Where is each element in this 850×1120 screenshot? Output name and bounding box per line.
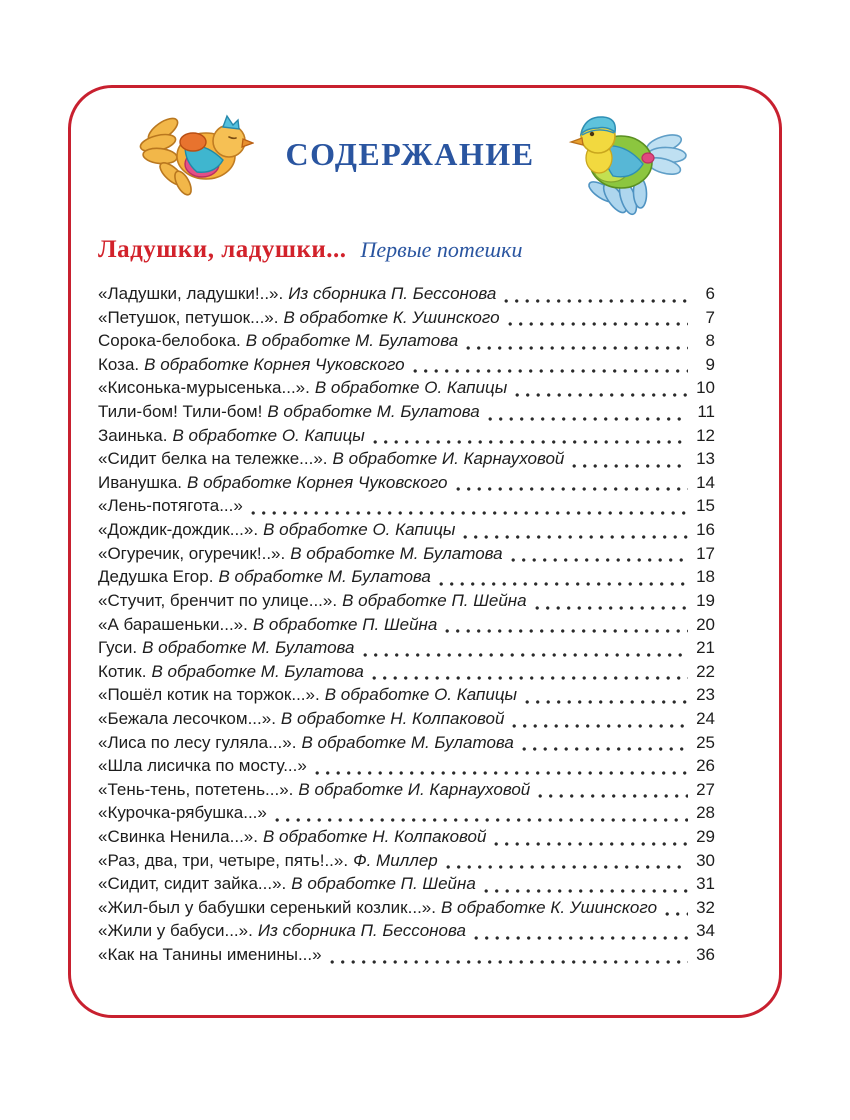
toc-entry-page: 30 — [696, 850, 715, 870]
toc-entry-credit: В обработке М. Булатова — [290, 543, 503, 563]
toc-entry-title: «Свинка Ненила...». — [98, 827, 258, 847]
toc-dot-leader — [466, 345, 688, 351]
toc-entry — [98, 638, 715, 662]
toc-entry-title: «Ладушки, ладушки!..». — [98, 284, 284, 303]
toc-list — [98, 284, 715, 969]
toc-entry-credit: В обработке М. Булатова — [151, 661, 364, 681]
toc-entry-page: 18 — [696, 567, 715, 587]
toc-entry — [98, 473, 715, 497]
toc-entry-title: «Лиса по лесу гуляла...». — [98, 732, 297, 752]
toc-entry-credit: В обработке П. Шейна — [342, 590, 527, 610]
header — [71, 88, 779, 238]
toc-entry-credit: В обработке М. Булатова — [245, 331, 459, 351]
toc-entry-credit: Ф. Миллер — [353, 850, 438, 870]
toc-entry-title: Гуси. — [98, 638, 138, 658]
toc-entry-title: Иванушка. — [98, 472, 183, 492]
toc-entry-credit: В обработке М. Булатова — [301, 732, 514, 752]
toc-entry-page: 15 — [696, 496, 715, 516]
toc-entry-page: 25 — [696, 732, 715, 752]
toc-entry-page: 27 — [696, 779, 715, 799]
toc-entry-page: 17 — [696, 543, 715, 563]
toc-entry-page: 8 — [705, 331, 715, 351]
toc-entry-title: «Тень-тень, потетень...». — [98, 779, 294, 799]
toc-entry-page: 36 — [696, 945, 715, 965]
toc-entry-credit: Из сборника П. Бессонова — [288, 284, 497, 303]
toc-entry — [98, 355, 715, 379]
toc-entry-credit: В обработке О. Капицы — [172, 425, 365, 445]
toc-dot-leader — [474, 935, 688, 941]
toc-entry — [98, 331, 715, 355]
toc-dot-leader — [463, 534, 688, 540]
toc-entry-page: 26 — [696, 756, 715, 776]
toc-entry-page: 22 — [696, 661, 715, 681]
toc-dot-leader — [504, 298, 688, 304]
toc-entry — [98, 520, 715, 544]
toc-dot-leader — [572, 463, 688, 469]
toc-entry-title: «Сидит белка на тележке...». — [98, 449, 328, 469]
green-blue-bird-icon — [565, 108, 687, 216]
toc-entry-title: «Жил-был у бабушки серенький козлик...». — [98, 897, 436, 917]
toc-entry-page: 12 — [696, 425, 715, 445]
toc-entry-credit: Из сборника П. Бессонова — [257, 921, 466, 941]
toc-dot-leader — [363, 652, 688, 658]
toc-dot-leader — [373, 439, 688, 445]
toc-entry — [98, 685, 715, 709]
toc-entry-title: «Бежала лесочком...». — [98, 708, 276, 728]
toc-dot-leader — [535, 605, 688, 611]
toc-entry-page: 11 — [697, 402, 715, 422]
toc-dot-leader — [511, 557, 688, 563]
toc-entry-title: Тили-бом! Тили-бом! — [98, 402, 263, 422]
toc-dot-leader — [525, 699, 688, 705]
toc-dot-leader — [275, 817, 688, 823]
toc-entry-credit: В обработке И. Карнауховой — [298, 779, 531, 799]
toc-entry-credit: В обработке О. Капицы — [324, 685, 518, 705]
toc-entry-page: 10 — [696, 378, 715, 398]
toc-entry-title: «Стучит, бренчит по улице...». — [98, 590, 338, 610]
toc-entry — [98, 898, 715, 922]
toc-entry — [98, 284, 715, 308]
toc-dot-leader — [488, 416, 688, 422]
toc-entry — [98, 780, 715, 804]
toc-entry-title: «Жили у бабуси...». — [98, 921, 253, 941]
toc-dot-leader — [508, 321, 688, 327]
toc-dot-leader — [315, 770, 688, 776]
toc-entry-page: 29 — [696, 827, 715, 847]
toc-dot-leader — [538, 793, 688, 799]
page-title: СОДЕРЖАНИЕ — [285, 136, 535, 172]
toc-dot-leader — [445, 628, 688, 634]
toc-entry-page: 20 — [696, 614, 715, 634]
toc-dot-leader — [515, 392, 688, 398]
toc-entry-credit: В обработке М. Булатова — [218, 567, 431, 587]
toc-entry-page: 32 — [696, 897, 715, 917]
toc-entry-page: 16 — [696, 520, 715, 540]
toc-dot-leader — [665, 911, 688, 917]
toc-entry — [98, 615, 715, 639]
toc-entry — [98, 945, 715, 969]
toc-entry-title: «Шла лисичка по мосту...» — [98, 756, 307, 776]
toc-entry-page: 21 — [696, 638, 715, 658]
toc-entry — [98, 544, 715, 568]
toc-entry-page: 7 — [705, 307, 715, 327]
toc-entry-credit: В обработке М. Булатова — [267, 402, 480, 422]
toc-entry-credit: В обработке П. Шейна — [252, 614, 438, 634]
toc-entry — [98, 402, 715, 426]
toc-entry-page: 28 — [696, 803, 715, 823]
toc-entry-title: «Дождик-дождик...». — [98, 520, 259, 540]
toc-entry — [98, 426, 715, 450]
toc-entry — [98, 756, 715, 780]
toc-entry-credit: В обработке П. Шейна — [291, 874, 476, 894]
toc-entry-credit: В обработке О. Капицы — [314, 378, 508, 398]
toc-entry-credit: В обработке К. Ушинского — [440, 897, 658, 917]
toc-entry-title: Коза. — [98, 354, 140, 374]
toc-dot-leader — [446, 864, 688, 870]
toc-entry-page: 24 — [696, 708, 715, 728]
toc-entry-page: 13 — [696, 449, 715, 469]
toc-entry-title: «Раз, два, три, четыре, пять!..». — [98, 850, 349, 870]
toc-entry — [98, 496, 715, 520]
toc-entry-title: «Кисонька-мурысенька...». — [98, 378, 310, 398]
toc-dot-leader — [372, 675, 688, 681]
toc-entry-credit: В обработке Корнея Чуковского — [187, 472, 448, 492]
toc-entry — [98, 803, 715, 827]
toc-entry-page: 6 — [705, 284, 715, 303]
toc-entry — [98, 874, 715, 898]
toc-dot-leader — [251, 510, 688, 516]
toc-entry — [98, 921, 715, 945]
toc-entry-title: «Как на Танины именины...» — [98, 945, 322, 965]
toc-entry — [98, 733, 715, 757]
toc-entry-page: 31 — [696, 874, 715, 894]
page-border — [68, 85, 782, 1018]
toc-entry-title: Заинька. — [98, 425, 168, 445]
toc-dot-leader — [522, 746, 688, 752]
toc-entry-title: «Лень-потягота...» — [98, 496, 243, 516]
toc-entry — [98, 308, 715, 332]
toc-entry-page: 34 — [696, 921, 715, 941]
toc-entry — [98, 662, 715, 686]
toc-entry — [98, 567, 715, 591]
toc-entry-title: «Петушок, петушок...». — [98, 307, 279, 327]
toc-entry-title: «Сидит, сидит зайка...». — [98, 874, 287, 894]
toc-entry-title: «А барашеньки...». — [98, 614, 248, 634]
toc-entry — [98, 378, 715, 402]
toc-entry-title: Дедушка Егор. — [98, 567, 214, 587]
toc-entry-credit: В обработке О. Капицы — [263, 520, 456, 540]
toc-entry — [98, 449, 715, 473]
toc-entry-credit: В обработке Корнея Чуковского — [144, 354, 405, 374]
toc-entry-title: «Огуречик, огуречик!..». — [98, 543, 286, 563]
toc-entry-page: 9 — [705, 354, 715, 374]
toc-dot-leader — [512, 723, 688, 729]
toc-dot-leader — [330, 959, 688, 965]
toc-entry-page: 19 — [696, 590, 715, 610]
toc-entry-credit: В обработке Н. Колпаковой — [280, 708, 505, 728]
toc-entry-title: «Курочка-рябушка...» — [98, 803, 267, 823]
toc-entry-credit: В обработке М. Булатова — [142, 638, 355, 658]
toc-entry-title: Котик. — [98, 661, 147, 681]
toc-entry-title: «Пошёл котик на торжок...». — [98, 685, 320, 705]
toc-entry — [98, 851, 715, 875]
toc-entry — [98, 827, 715, 851]
toc-entry-credit: В обработке К. Ушинского — [283, 307, 500, 327]
toc-dot-leader — [456, 486, 688, 492]
toc-entry-credit: В обработке Н. Колпаковой — [262, 827, 487, 847]
toc-entry-page: 23 — [696, 685, 715, 705]
toc-entry — [98, 591, 715, 615]
section-title: Ладушки, ладушки... — [98, 236, 347, 263]
toc-entry-credit: В обработке И. Карнауховой — [332, 449, 565, 469]
section-subtitle: Первые потешки — [360, 237, 523, 262]
toc-dot-leader — [494, 841, 688, 847]
toc-entry — [98, 709, 715, 733]
toc-entry-page: 14 — [696, 472, 715, 492]
section-heading — [98, 236, 522, 264]
toc-dot-leader — [484, 888, 688, 894]
toc-dot-leader — [413, 368, 688, 374]
toc-entry-title: Сорока-белобока. — [98, 331, 241, 351]
toc-dot-leader — [439, 581, 688, 587]
